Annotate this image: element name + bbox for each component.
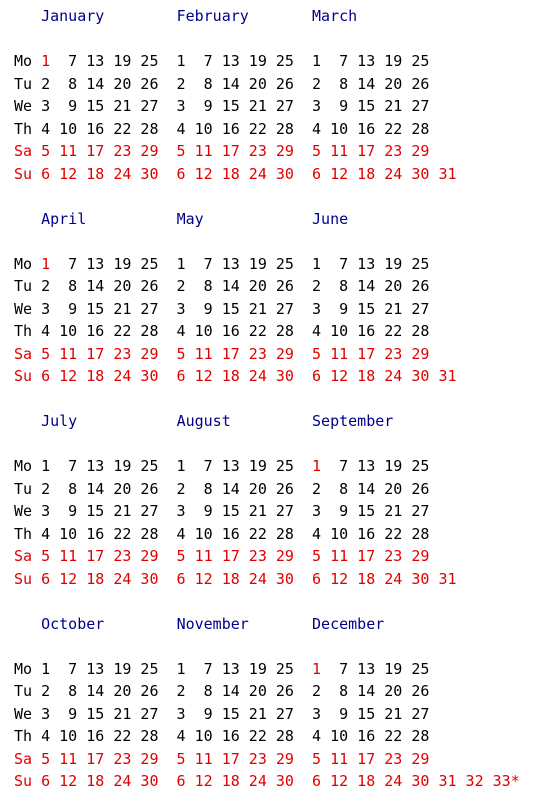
day-row	[14, 523, 520, 546]
month-day-cells: 2 8 14 20 26	[32, 277, 159, 295]
month-day-cells: 4 10 16 22 28	[32, 119, 159, 138]
month-day-cells: 1 7 13 19 25	[167, 659, 294, 678]
day-row	[14, 365, 520, 388]
month-title: September	[312, 412, 394, 430]
month-day-cells: 1 7 13 19 25	[41, 254, 159, 273]
month-day-cells: 3 9 15 21 27	[303, 97, 430, 115]
day-row	[14, 163, 520, 186]
month-title: April	[41, 209, 87, 228]
day-row	[14, 455, 520, 478]
month-title: March	[312, 7, 358, 25]
day-row	[14, 73, 520, 96]
month-day-cells: 6 12 18 24 30	[167, 164, 294, 183]
month-day-cells: 2 8 14 20 26	[32, 682, 159, 700]
month-day-cells: 3 9 15 21 27	[167, 502, 294, 520]
month-day-cells: 2 8 14 20 26	[303, 479, 430, 498]
day-label: Su	[14, 772, 33, 790]
month-day-cells: 5 11 17 23 29	[32, 547, 159, 565]
quarter-block	[14, 410, 520, 613]
month-day-cells: 6 12 18 24 30	[32, 772, 159, 790]
month-title-row	[14, 613, 520, 636]
month-day-cells: 5 11 17 23 29	[303, 142, 430, 160]
month-day-cells: 5 11 17 23 29	[32, 344, 159, 363]
day-row	[14, 343, 520, 366]
day-label: We	[14, 97, 33, 115]
day-label: Su	[14, 164, 33, 183]
day-row	[14, 320, 520, 343]
month-day-cells: 5 11 17 23 29	[167, 547, 294, 565]
day-label: Sa	[14, 344, 33, 363]
month-title: May	[176, 209, 204, 228]
month-day-cells: 3 9 15 21 27	[303, 299, 430, 318]
day-row	[14, 478, 520, 501]
month-day-cells: 5 11 17 23 29	[167, 142, 294, 160]
month-day-cells: 3 9 15 21 27	[32, 704, 159, 723]
month-day-cells: 6 12 18 24 30 31	[303, 569, 457, 588]
month-day-cells: 1 7 13 19 25	[167, 457, 294, 475]
month-day-cells: 4 10 16 22 28	[303, 322, 430, 340]
month-day-cells: 5 11 17 23 29	[32, 749, 159, 768]
quarter-block	[14, 5, 520, 208]
day-row	[14, 298, 520, 321]
month-day-cells: 3 9 15 21 27	[32, 502, 159, 520]
month-title: August	[176, 412, 231, 430]
month-day-cells: 4 10 16 22 28	[167, 119, 294, 138]
month-title: February	[176, 7, 249, 25]
month-day-cells: 1 7 13 19 25	[41, 52, 159, 70]
month-title: June	[312, 209, 349, 228]
day-row	[14, 118, 520, 141]
month-title: October	[41, 614, 105, 633]
month-day-cells: 1 7 13 19 25	[312, 457, 430, 475]
month-day-cells: 2 8 14 20 26	[167, 277, 294, 295]
day-row	[14, 50, 520, 73]
month-day-cells: 2 8 14 20 26	[32, 479, 159, 498]
day-label: We	[14, 502, 33, 520]
month-day-cells: 4 10 16 22 28	[32, 727, 159, 745]
month-title: November	[176, 614, 249, 633]
month-day-cells: 6 12 18 24 30	[32, 164, 159, 183]
month-day-cells: 2 8 14 20 26	[303, 277, 430, 295]
month-day-cells: 6 12 18 24 30	[32, 569, 159, 588]
day-label: Th	[14, 322, 33, 340]
month-day-cells: 5 11 17 23 29	[303, 344, 430, 363]
month-day-cells: 6 12 18 24 30 31	[303, 367, 457, 385]
month-day-cells: 5 11 17 23 29	[303, 547, 430, 565]
month-day-cells: 4 10 16 22 28	[303, 727, 430, 745]
day-row	[14, 500, 520, 523]
month-day-cells: 6 12 18 24 30	[167, 772, 294, 790]
month-day-cells: 4 10 16 22 28	[167, 524, 294, 543]
day-label: Su	[14, 569, 33, 588]
day-row	[14, 275, 520, 298]
month-day-cells: 1 7 13 19 25	[167, 52, 294, 70]
day-label: Mo	[14, 659, 33, 678]
month-day-cells: 3 9 15 21 27	[32, 299, 159, 318]
day-label: Mo	[14, 254, 33, 273]
quarter-block	[14, 613, 520, 793]
day-label: Tu	[14, 277, 33, 295]
day-label: Sa	[14, 749, 33, 768]
day-row	[14, 748, 520, 771]
month-day-cells: 1 7 13 19 25	[312, 659, 430, 678]
month-day-cells: 5 11 17 23 29	[167, 344, 294, 363]
day-label: Tu	[14, 479, 33, 498]
month-title-row	[14, 5, 520, 28]
month-day-cells: 5 11 17 23 29	[303, 749, 430, 768]
day-label: Mo	[14, 457, 33, 475]
day-label: Sa	[14, 142, 33, 160]
month-day-cells: 1 7 13 19 25	[303, 52, 430, 70]
day-label: We	[14, 704, 33, 723]
day-label: Th	[14, 524, 33, 543]
day-label: Th	[14, 119, 33, 138]
month-day-cells: 2 8 14 20 26	[303, 74, 430, 93]
day-label: Sa	[14, 547, 33, 565]
month-day-cells: 2 8 14 20 26	[167, 74, 294, 93]
month-day-cells: 6 12 18 24 30	[167, 569, 294, 588]
month-day-cells: 2 8 14 20 26	[167, 682, 294, 700]
calendar-grid	[14, 5, 520, 793]
day-row	[14, 703, 520, 726]
month-title-row	[14, 208, 520, 231]
month-title: December	[312, 614, 385, 633]
month-day-cells: 4 10 16 22 28	[303, 524, 430, 543]
day-label: We	[14, 299, 33, 318]
quarter-block	[14, 208, 520, 411]
month-day-cells: 4 10 16 22 28	[303, 119, 430, 138]
month-day-cells: 4 10 16 22 28	[167, 322, 294, 340]
day-row	[14, 545, 520, 568]
month-day-cells: 3 9 15 21 27	[32, 97, 159, 115]
month-day-cells: 6 12 18 24 30 31	[303, 164, 457, 183]
month-day-cells: 2 8 14 20 26	[303, 682, 430, 700]
month-day-cells: 1 7 13 19 25	[32, 457, 159, 475]
month-title: January	[41, 7, 105, 25]
month-day-cells: 3 9 15 21 27	[303, 502, 430, 520]
month-day-cells: 4 10 16 22 28	[32, 322, 159, 340]
day-label: Su	[14, 367, 33, 385]
day-row	[14, 253, 520, 276]
day-row	[14, 658, 520, 681]
day-label: Tu	[14, 682, 33, 700]
month-day-cells: 5 11 17 23 29	[167, 749, 294, 768]
month-day-cells: 4 10 16 22 28	[167, 727, 294, 745]
day-row	[14, 95, 520, 118]
month-day-cells: 3 9 15 21 27	[303, 704, 430, 723]
month-day-cells: 1 7 13 19 25	[32, 659, 159, 678]
month-day-cells: 3 9 15 21 27	[167, 299, 294, 318]
month-day-cells: 1 7 13 19 25	[303, 254, 430, 273]
day-row	[14, 680, 520, 703]
month-day-cells: 3 9 15 21 27	[167, 97, 294, 115]
day-row	[14, 140, 520, 163]
month-day-cells: 1 7 13 19 25	[167, 254, 294, 273]
month-day-cells: 6 12 18 24 30	[167, 367, 294, 385]
month-day-cells: 2 8 14 20 26	[167, 479, 294, 498]
month-day-cells: 6 12 18 24 30 31 32 33*	[303, 772, 520, 790]
month-day-cells: 5 11 17 23 29	[32, 142, 159, 160]
month-day-cells: 3 9 15 21 27	[167, 704, 294, 723]
day-row	[14, 770, 520, 793]
month-title: July	[41, 412, 78, 430]
day-row	[14, 725, 520, 748]
month-day-cells: 4 10 16 22 28	[32, 524, 159, 543]
day-label: Th	[14, 727, 33, 745]
month-day-cells: 2 8 14 20 26	[32, 74, 159, 93]
day-label: Tu	[14, 74, 33, 93]
month-day-cells: 6 12 18 24 30	[32, 367, 159, 385]
day-label: Mo	[14, 52, 33, 70]
day-row	[14, 568, 520, 591]
month-title-row	[14, 410, 520, 433]
